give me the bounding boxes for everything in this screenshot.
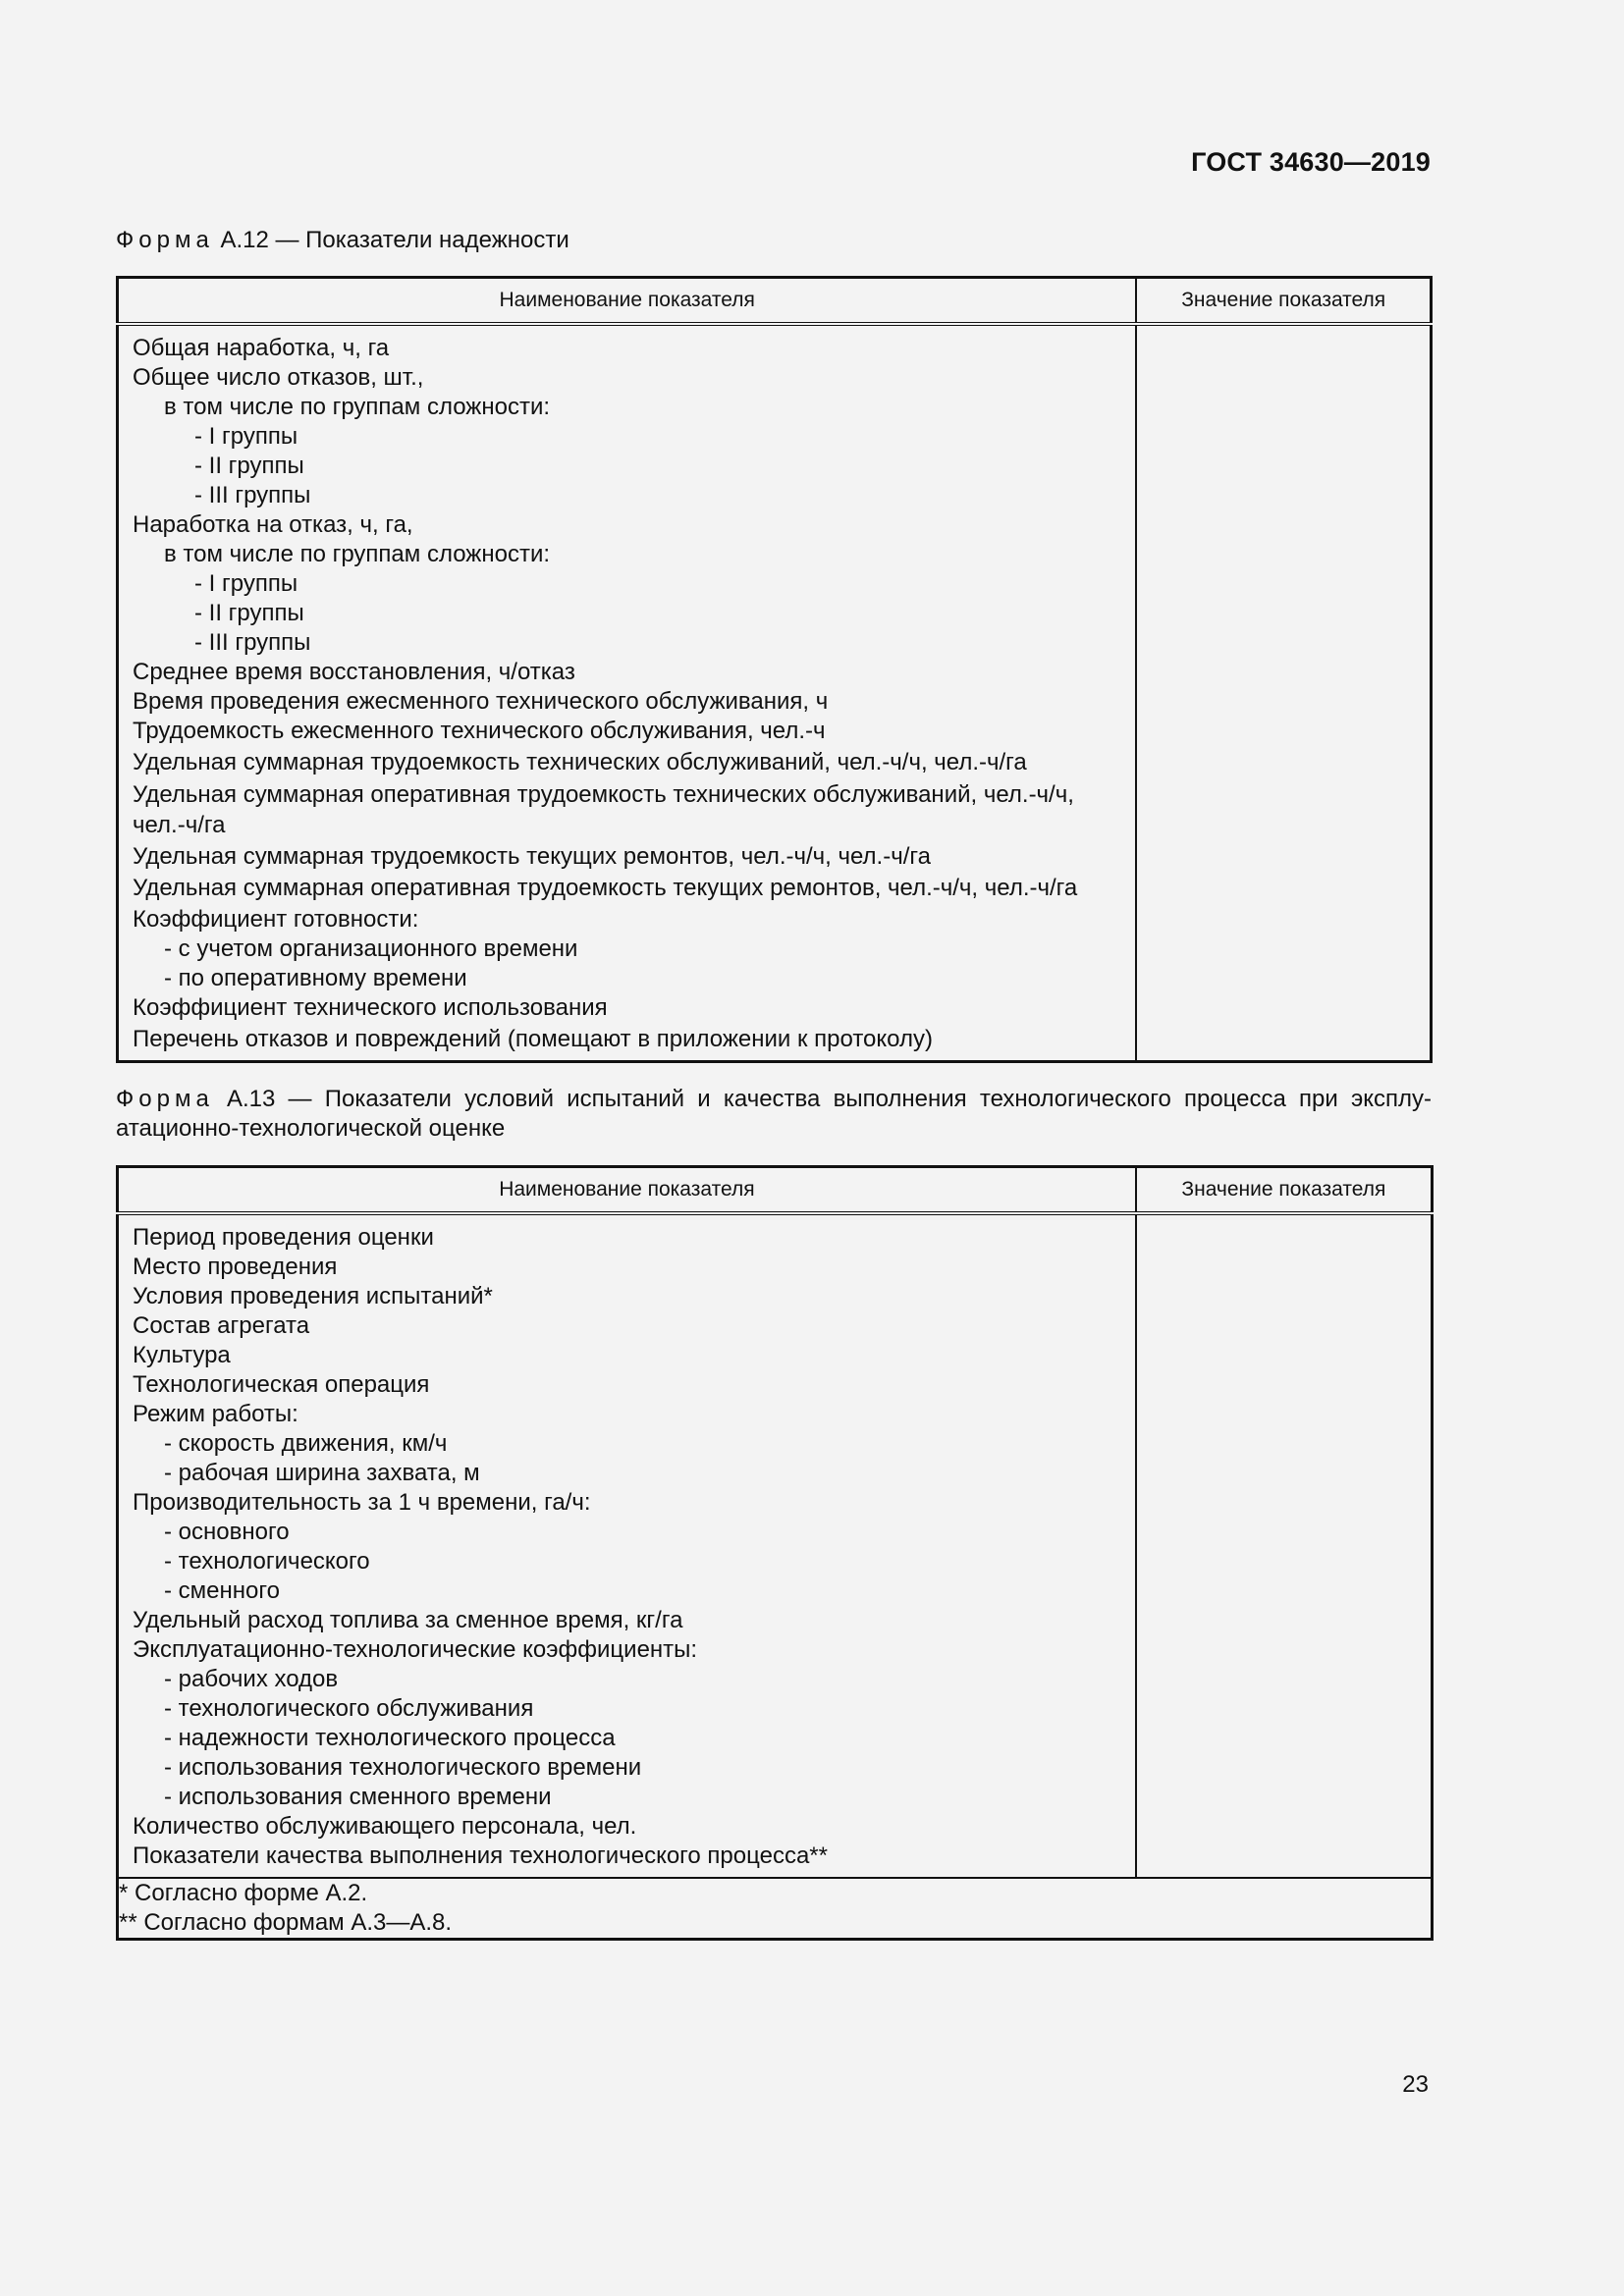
list-item: - скорость движения, км/ч [164, 1430, 448, 1457]
caption-word: Форма [116, 227, 214, 253]
list-item: - III группы [194, 629, 311, 656]
list-item: Количество обслуживающего персонала, чел. [133, 1813, 637, 1840]
list-item: Наработка на отказ, ч, га, [133, 511, 413, 538]
list-item: - II группы [194, 453, 304, 479]
list-item: Удельный расход топлива за сменное время, кг/га [133, 1607, 683, 1633]
list-item: - рабочих ходов [164, 1666, 339, 1692]
list-item: - основного [164, 1519, 290, 1545]
list-item: Период проведения оценки [133, 1224, 434, 1251]
footnote: ** Согласно формам А.3—А.8. [119, 1909, 453, 1936]
list-item: - технологического [164, 1548, 370, 1575]
list-item: - технологического обслуживания [164, 1695, 534, 1722]
list-item: Место проведения [133, 1254, 338, 1280]
list-item: Режим работы: [133, 1401, 298, 1427]
list-item: Показатели качества выполнения технологического процесса** [133, 1842, 828, 1869]
form-a13-table [116, 1165, 1434, 1941]
indicator-list-cell [118, 324, 1137, 1062]
list-item: Общее число отказов, шт., [133, 364, 424, 391]
value-cell [1136, 324, 1431, 1062]
list-item: Общая наработка, ч, га [133, 335, 390, 361]
list-item: - использования сменного времени [164, 1784, 552, 1810]
column-header-name: Наименование показателя [118, 1167, 1136, 1214]
column-header-value: Значение показателя [1136, 1167, 1433, 1214]
list-item: - рабочая ширина захвата, м [164, 1460, 480, 1486]
list-item: - I группы [194, 570, 298, 597]
list-item: Культура [133, 1342, 231, 1368]
list-item: Удельная суммарная трудоемкость текущих ремонтов, чел.-ч/ч, чел.-ч/га [133, 843, 931, 870]
caption-text: А.13 — Показатели условий испытаний и качества выполнения технологического процесса при эксплу-атационно-технологической оценке [116, 1086, 1432, 1142]
caption-text: А.12 — Показатели надежности [213, 227, 569, 253]
list-item: - сменного [164, 1577, 280, 1604]
caption-word: Форма [116, 1086, 214, 1112]
list-item: Эксплуатационно-технологические коэффициенты: [133, 1636, 698, 1663]
document-id: ГОСТ 34630—2019 [1191, 147, 1431, 177]
list-item: Производительность за 1 ч времени, га/ч: [133, 1489, 591, 1516]
footnote: * Согласно форме А.2. [119, 1880, 368, 1906]
list-item: - II группы [194, 600, 304, 626]
list-item: - с учетом организационного времени [164, 935, 578, 962]
list-item: Время проведения ежесменного технического обслуживания, ч [133, 688, 829, 715]
indicator-list-cell [118, 1213, 1136, 1878]
list-item: Состав агрегата [133, 1312, 310, 1339]
list-item: Перечень отказов и повреждений (помещают в приложении к протоколу) [133, 1026, 933, 1052]
list-item: Удельная суммарная оперативная трудоемкость текущих ремонтов, чел.-ч/ч, чел.-ч/га [133, 875, 1078, 901]
list-item: - надежности технологического процесса [164, 1725, 616, 1751]
form-a13-caption [116, 1085, 1432, 1144]
list-item: Удельная суммарная оперативная трудоемкость технических обслуживаний, чел.-ч/ч, чел.-ч/га [133, 781, 1074, 838]
list-item: Среднее время восстановления, ч/отказ [133, 659, 575, 685]
list-item: Условия проведения испытаний* [133, 1283, 493, 1309]
page-number: 23 [1402, 2071, 1429, 2098]
list-item: Технологическая операция [133, 1371, 430, 1398]
form-a12-caption [116, 226, 1432, 255]
column-header-name: Наименование показателя [118, 278, 1137, 325]
list-item: Коэффициент готовности: [133, 906, 419, 933]
list-item: - по оперативному времени [164, 965, 467, 991]
list-item: Удельная суммарная трудоемкость технических обслуживаний, чел.-ч/ч, чел.-ч/га [133, 749, 1027, 775]
list-item: Коэффициент технического использования [133, 994, 608, 1021]
list-item: - I группы [194, 423, 298, 450]
table-footnotes [118, 1878, 1433, 1940]
list-item: в том числе по группам сложности: [164, 394, 551, 420]
list-item: в том числе по группам сложности: [164, 541, 551, 567]
list-item: - использования технологического времени [164, 1754, 642, 1781]
list-item: Трудоемкость ежесменного технического обслуживания, чел.-ч [133, 718, 826, 744]
list-item: - III группы [194, 482, 311, 508]
form-a12-table [116, 276, 1433, 1063]
value-cell [1136, 1213, 1433, 1878]
column-header-value: Значение показателя [1136, 278, 1431, 325]
